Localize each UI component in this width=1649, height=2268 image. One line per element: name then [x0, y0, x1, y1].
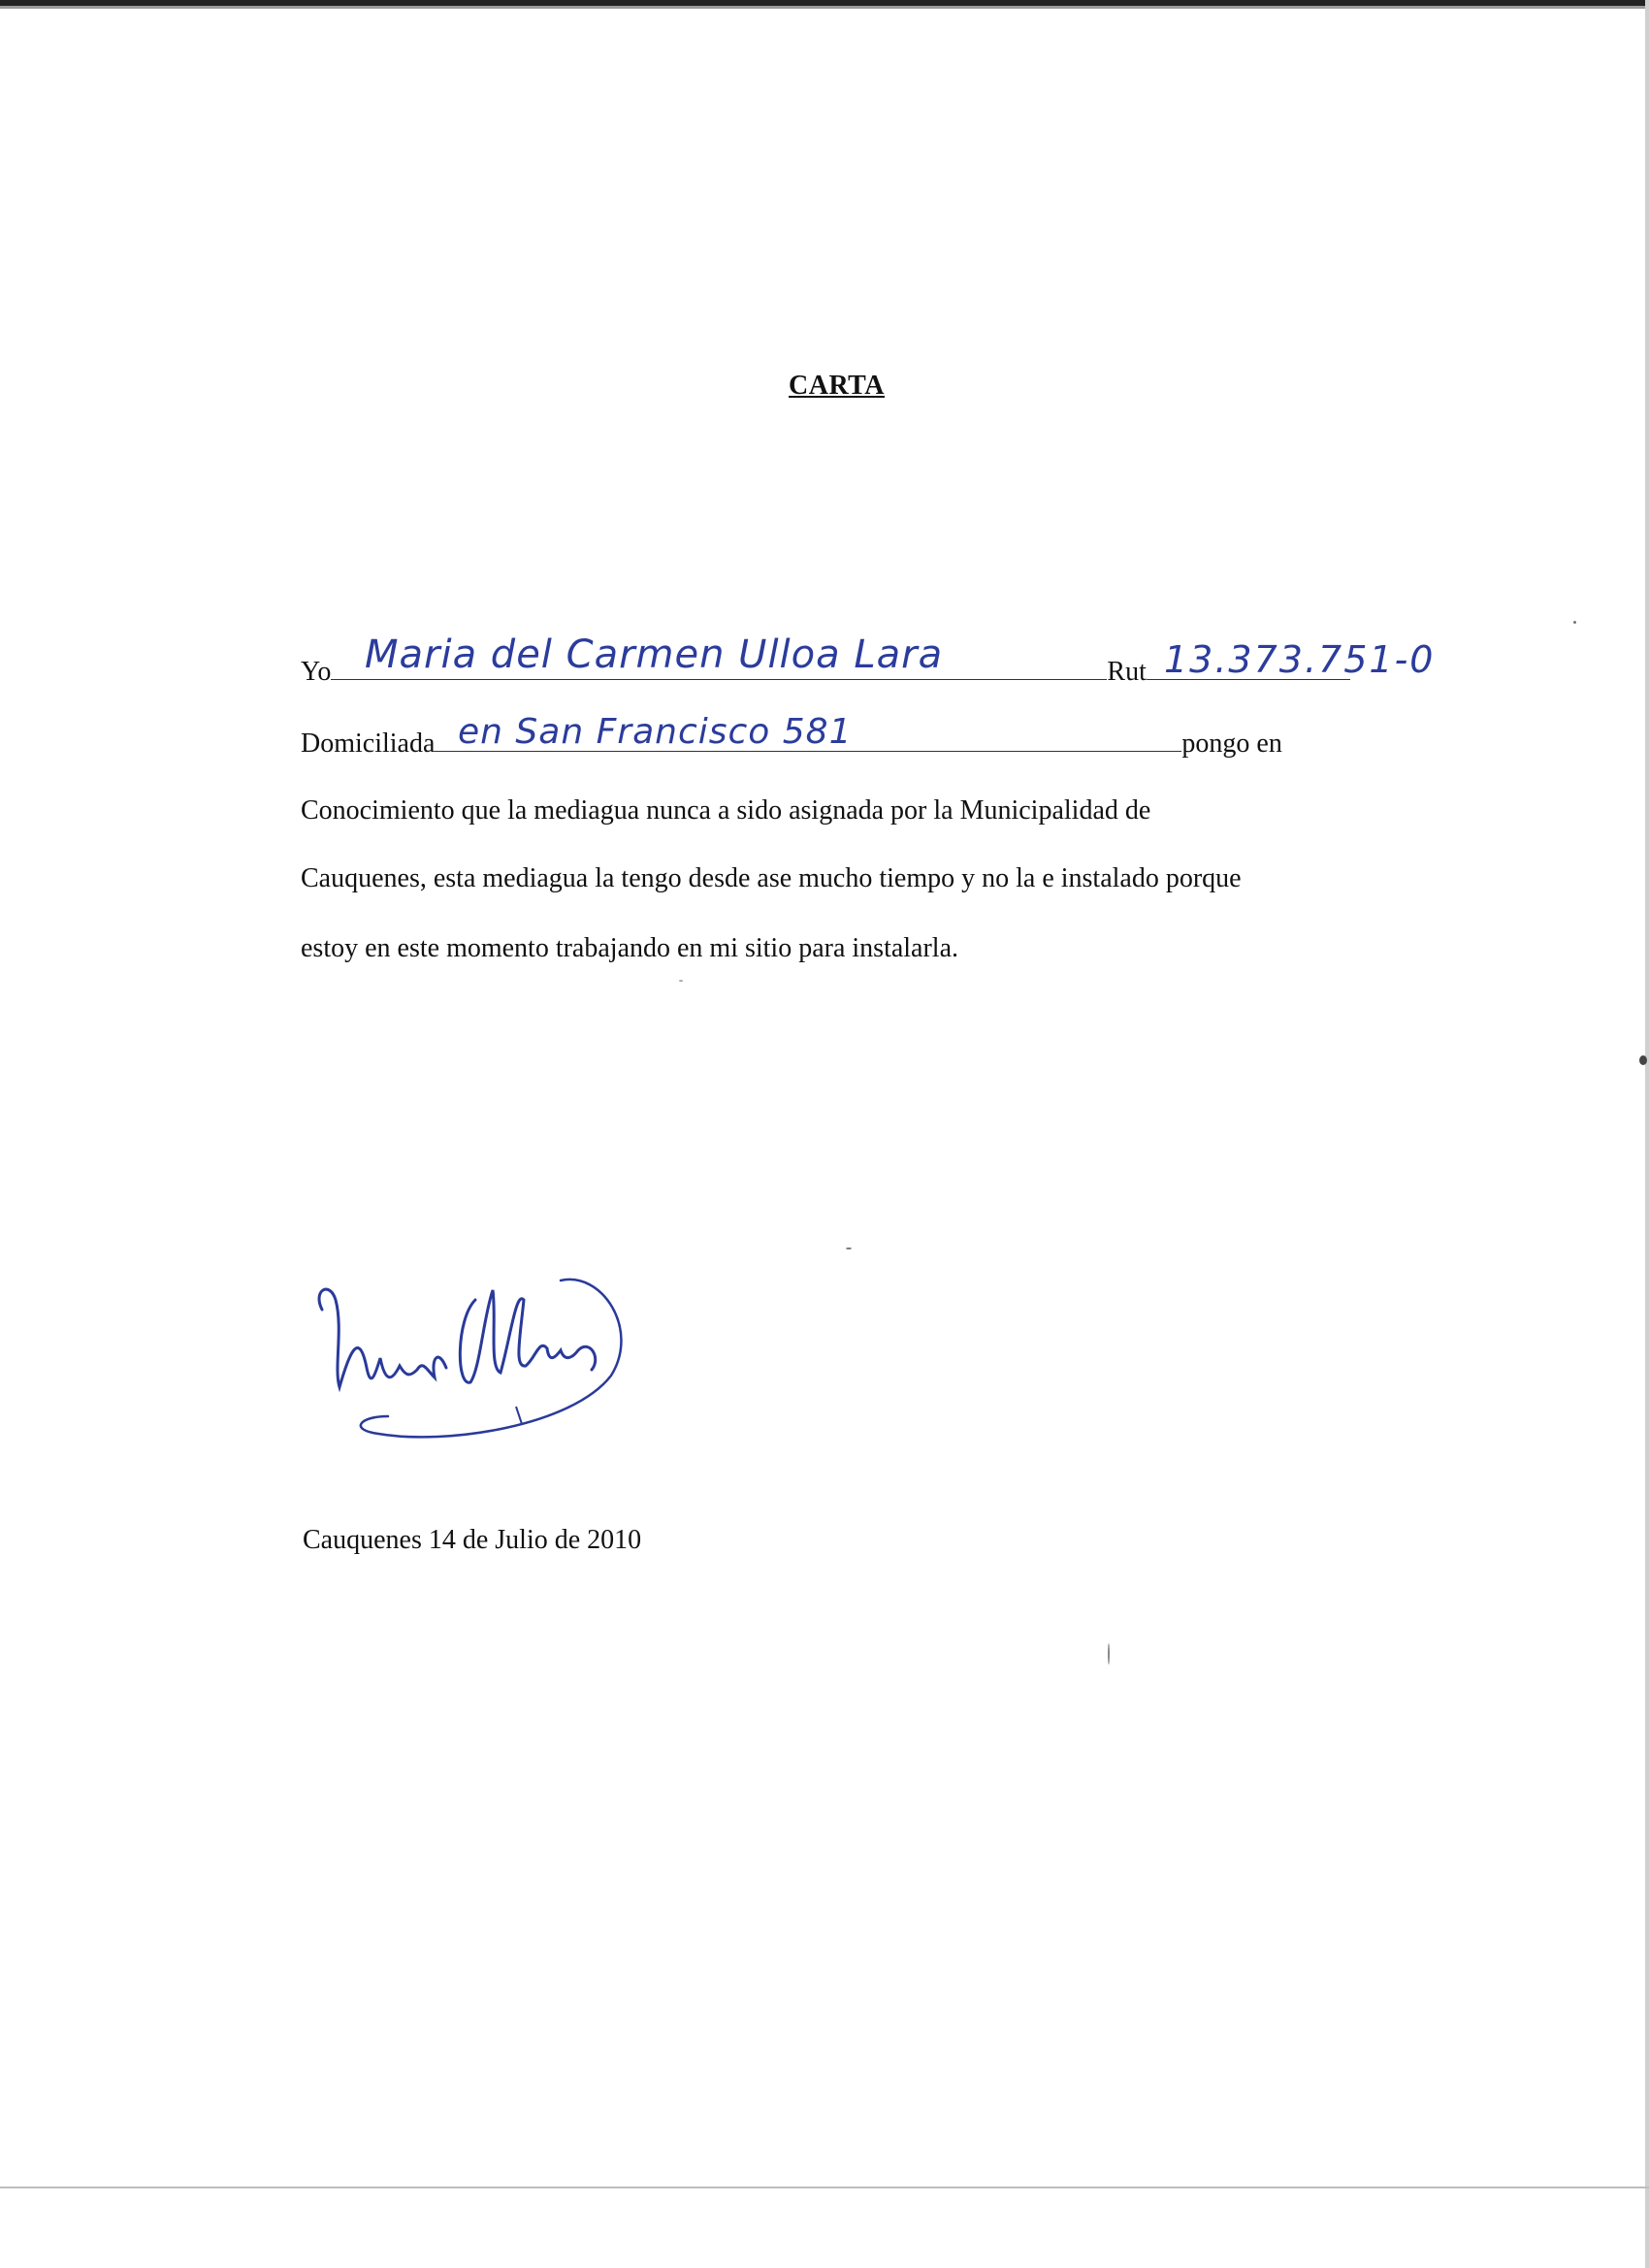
- scan-right-edge: [1645, 0, 1649, 2268]
- handwritten-rut: 13.373.751-0: [1164, 638, 1436, 681]
- scan-speck: [1639, 1055, 1647, 1065]
- scan-bottom-line: [0, 2187, 1649, 2188]
- scan-speck: [679, 980, 683, 982]
- signature-image: [310, 1261, 640, 1455]
- body-line-3: estoy en este momento trabajando en mi sitio para instalarla.: [301, 933, 959, 963]
- scan-speck: [1573, 621, 1576, 624]
- scan-speck: [846, 1247, 852, 1249]
- letter-title: CARTA: [789, 371, 885, 401]
- domiciliada-label: Domiciliada: [301, 729, 436, 759]
- pongo-en-label: pongo en: [1181, 729, 1282, 759]
- handwritten-name: Maria del Carmen Ulloa Lara: [365, 632, 944, 677]
- yo-label: Yo: [301, 657, 332, 687]
- body-line-1: Conocimiento que la mediagua nunca a sido asignada por la Municipalidad de: [301, 795, 1151, 826]
- date-line: Cauquenes 14 de Julio de 2010: [303, 1525, 642, 1555]
- scan-top-edge-shadow: [0, 6, 1649, 9]
- rut-label: Rut: [1107, 657, 1147, 687]
- scan-speck: [1108, 1643, 1110, 1665]
- body-line-2: Cauquenes, esta mediagua la tengo desde ase mucho tiempo y no la e instalado porque: [301, 863, 1242, 893]
- handwritten-address: en San Francisco 581: [458, 712, 853, 752]
